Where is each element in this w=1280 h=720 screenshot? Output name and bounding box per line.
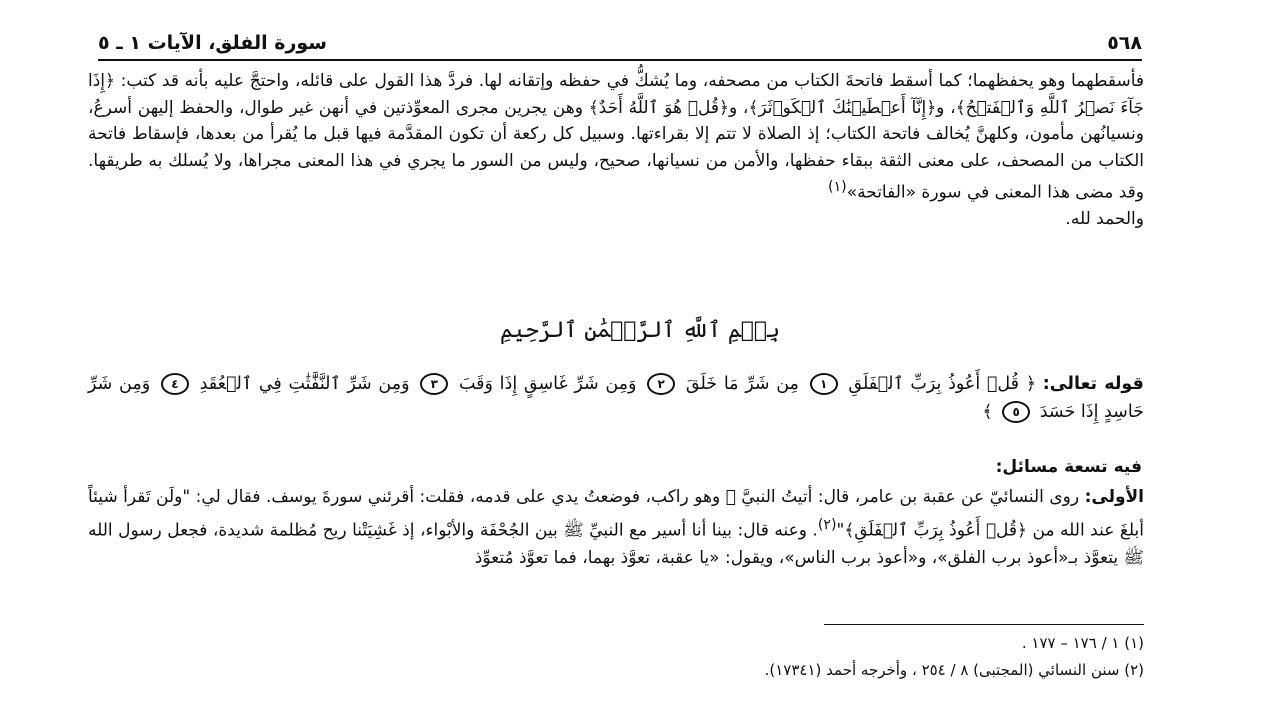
- hadith-text-continued: . وعنه قال: بينا أنا أسير مع النبيِّ ﷺ بين الجُحْفَة والأبْواء، إذ غَشِيَتْنا ريح مُظلمة شديدة، فجعل رسول الله ﷺ يتعوَّذ بـ«أعوذ برب الفلق»، و«أعوذ برب الناس»، ويقول: «يا عقبة، تعوَّذ بهما، فما تعوَّذ مُتعوِّذ: [88, 520, 1144, 568]
- footnote-ref-1: (١): [828, 179, 847, 195]
- ayah-text: وَمِن شَرِّ حَاسِدٍ إِذَا حَسَدَ: [88, 374, 1144, 422]
- commentary-paragraph: [88, 68, 1144, 206]
- ayah-text: قُلۡ أَعُوذُ بِرَبِّ ٱلۡفَلَقِ: [848, 374, 1020, 394]
- body-text: [88, 68, 1144, 233]
- footnotes: [200, 630, 1144, 684]
- section-heading: فيه تسعة مسائل:: [995, 457, 1142, 477]
- commentary-text: فأسقطهما وهو يحفظهما؛ كما أسقط فاتحةَ الكتاب من مصحفه، وما يُشكُّ في حفظه وإتقانه لها. فردَّ هذا القول على قائله، واحتجَّ عليه بأنه قد كتب: ﴿إِذَا جَآءَ نَصۡرُ ٱللَّهِ وَٱلۡفَتۡحُ﴾، و﴿إِنَّآ أَعۡطَيۡنَٰكَ ٱلۡكَوۡثَرَ﴾، و﴿قُلۡ هُوَ ٱللَّهُ أَحَدٌ﴾ وهن يجرين مجرى المعوِّذتين في أنهن غير طوال، والحفظ إليهن أسرعُ، ونسيانُهن مأمون، وكلهنَّ يُخالف فاتحة الكتاب؛ إذ الصلاة لا تتم إلا بقراءتها. وسبيل كل ركعة أن تكون المقدَّمة فيها قبل ما يُقرأ من بعدها، فإسقاط فاتحة الكتاب من المصحف، على معنى الثقة ببقاء حفظها، والأمن من نسيانها، صحيح، وليس من السور ما يجري في هذا المعنى مجراها، ولا يُسلك به طريقها. وقد مضى هذا المعنى في سورة «الفاتحة»: [88, 71, 1144, 203]
- verse-lead: قوله تعالى:: [1042, 374, 1144, 394]
- footnote-rule: [824, 624, 1144, 625]
- ayah-text: وَمِن شَرِّ ٱلنَّفَّٰثَٰتِ فِي ٱلۡعُقَدِ: [199, 374, 410, 394]
- page-number: ٥٦٨: [1107, 32, 1142, 54]
- footnote-ref-2: (٢): [817, 516, 837, 533]
- verse-open-bracket: ﴿: [1025, 374, 1037, 394]
- closing-line: والحمد لله.: [1065, 209, 1144, 230]
- ayah-number-marker: ٥: [1002, 401, 1030, 423]
- ayah-number-marker: ٢: [647, 373, 675, 395]
- footnote: (٢) سنن النسائي (المجتبى) ٨ / ٢٥٤ ، وأخرجه أحمد (١٧٣٤١).: [764, 661, 1144, 679]
- issue-label: الأولى:: [1084, 487, 1145, 507]
- ayah-text: وَمِن شَرِّ غَاسِقٍ إِذَا وَقَبَ: [458, 374, 637, 394]
- verse-close-bracket: ﴾: [982, 402, 993, 422]
- header-rule: [98, 59, 1142, 61]
- verse-block: [88, 370, 1144, 426]
- ayah-number-marker: ٣: [420, 373, 448, 395]
- ayah-text: مِن شَرِّ مَا خَلَقَ: [685, 374, 799, 394]
- ayah-number-marker: ١: [810, 373, 838, 395]
- running-title: سورة الفلق، الآيات ١ ـ ٥: [98, 32, 327, 54]
- footnote: (١) ١ / ١٧٦ – ١٧٧ .: [1021, 634, 1144, 652]
- basmala: بِسۡمِ ٱللَّهِ ٱلرَّحۡمَٰنِ ٱلرَّحِيمِ: [499, 318, 781, 343]
- page-header: [98, 30, 1142, 56]
- hadith-text: روى النسائيّ عن عقبة بن عامر، قال: أتيتُ النبيَّ ﷺ وهو راكب، فوضعتُ يدي على قدمه، فقلت: أقرئني سورةَ يوسف. فقال لي: "ولَن تَقرأ شيئاً أبلغَ عند الله من ﴿قُلۡ أَعُوذُ بِرَبِّ ٱلۡفَلَقِ﴾": [88, 487, 1145, 541]
- ayah-number-marker: ٤: [161, 373, 189, 395]
- hadith-paragraph: [88, 484, 1144, 572]
